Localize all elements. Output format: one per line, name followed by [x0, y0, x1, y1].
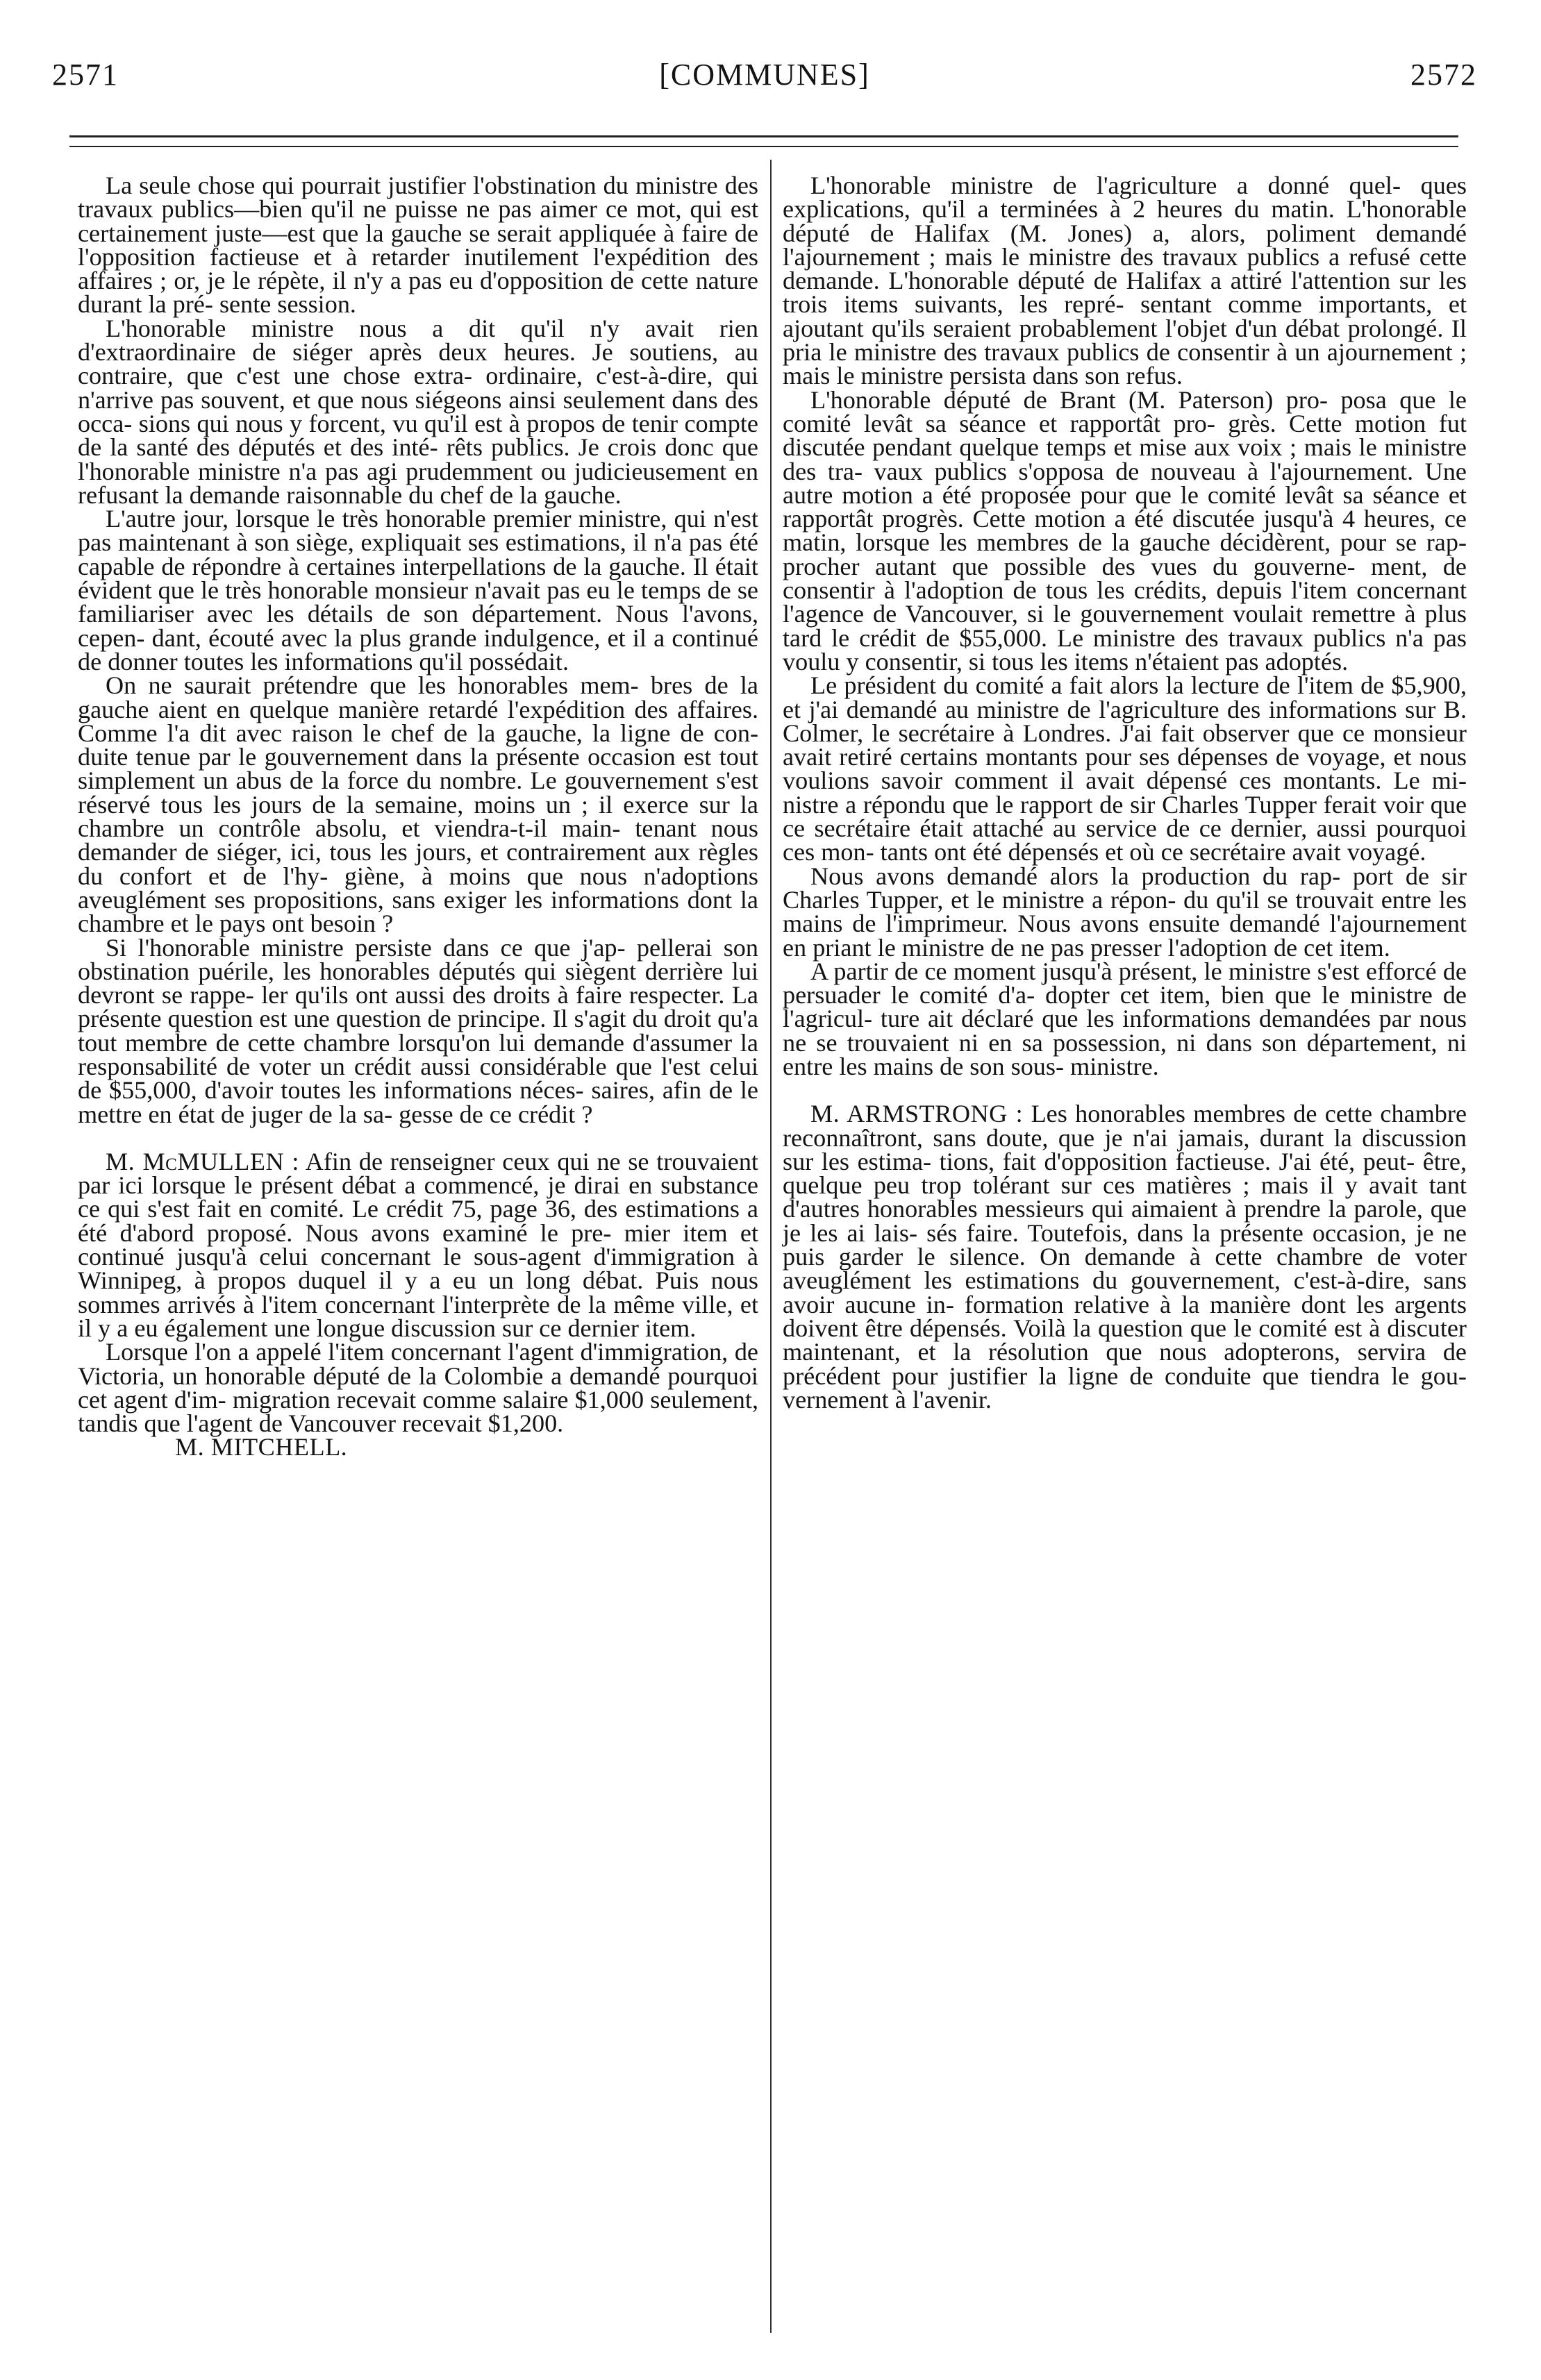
header-rule-bottom: [69, 146, 1458, 147]
left-column: [78, 171, 758, 1461]
body-paragraph: Lorsque l'on a appelé l'item concernant l'agent d'immigration, de Victoria, un honorable député de la Colombie a demandé pourquoi cet agent d'im- migration recevait comme salaire $1,000 seulement, tandis que l'agent de Vancouver recevait $1,200.: [78, 1338, 758, 1438]
right-column: [783, 171, 1467, 1414]
body-paragraph: On ne saurait prétendre que les honorables mem- bres de la gauche aient en quelque manière retardé l'expédition des affaires. Comme l'a dit avec raison le chef de la gauche, la ligne de con- duite tenue par le gouvernement dans la présente occasion est tout simplement un abus de la force du nombre. Le gouvernement s'est réservé tous les jours de la semaine, moins un ; il exerce sur la chambre un contrôle absolu, et viendra-t-il main- tenant nous demander de siéger, ici, tous les jours, et contrairement aux règles du confort et de l'hy- giène, à moins que nous n'adoptions aveuglément ses propositions, sans exiger les informations dont la chambre et le pays ont besoin ?: [78, 671, 758, 938]
body-paragraph: L'honorable ministre nous a dit qu'il n'y avait rien d'extraordinaire de siéger après deux heures. Je soutiens, au contraire, que c'est une chose extra- ordinaire, c'est-à-dire, qui n'arrive pas souvent, et que nous siégeons ainsi seulement dans des occa- sions qui nous y forcent, vu qu'il est à propos de tenir compte de la santé des députés et des inté- rêts publics. Je crois donc que l'honorable ministre n'a pas agi prudemment ou judicieusement en refusant la demande raisonnable du chef de la gauche.: [78, 314, 758, 509]
body-paragraph: Si l'honorable ministre persiste dans ce que j'ap- pellerai son obstination puérile, les honorables députés qui siègent derrière lui devront se rappe- ler qu'ils ont aussi des droits à faire respecter. La présente question est une question de principe. Il s'agit du droit qu'a tout membre de cette chambre lorsqu'on lui demande d'assumer la responsabilité de voter un crédit aussi considérable que l'est celui de $55,000, d'avoir toutes les informations néces- saires, afin de le mettre en état de juger de la sa- gesse de ce crédit ?: [78, 933, 758, 1128]
speaker-name: M. ARMSTRONG :: [810, 1100, 1024, 1128]
column-divider: [770, 160, 772, 2333]
speaker-signature: M. MITCHELL.: [175, 1433, 348, 1461]
page-header: [52, 57, 1477, 112]
speech-text: Les honorables membres de cette chambre reconnaîtront, sans doute, que je n'ai jamais, durant la discussion sur les estima- tions, fait d'opposition factieuse. J'ai été, peut- être, quelque peu trop tolérant sur ces matières ; mais il y avait tant d'autres honorables messieurs qui aimaient à prendre la parole, que je les ai lais- sés faire. Toutefois, dans la présente occasion, je ne puis garder le silence. On demande à cette chambre de voter aveuglément les estimations du gouvernement, c'est-à-dire, sans avoir aucune in- formation relative à la manière dont les argents doivent être dépensés. Voilà la question que le comité est à discuter maintenant, et la résolution que nous adopterons, servira de précédent pour justifier la ligne de conduite que tiendra le gou- vernement à l'avenir.: [783, 1100, 1467, 1414]
speech-paragraph: [783, 1100, 1467, 1414]
speaker-name: M. McMULLEN :: [106, 1147, 299, 1175]
body-paragraph: Nous avons demandé alors la production du rap- port de sir Charles Tupper, et le ministre a répon- du qu'il se trouvait entre les mains de l'imprimeur. Nous avons ensuite demandé l'ajournement en priant le ministre de ne pas presser l'adoption de cet item.: [783, 862, 1467, 962]
body-paragraph: La seule chose qui pourrait justifier l'obstination du ministre des travaux publics—bien qu'il ne puisse ne pas aimer ce mot, qui est certainement juste—est que la gauche se serait appliquée à faire de l'opposition factieuse et à retarder inutilement l'expédition des affaires ; or, je le répète, il n'y a pas eu d'opposition de cette nature durant la pré- sente session.: [78, 171, 758, 319]
body-paragraph: L'honorable député de Brant (M. Paterson) pro- posa que le comité levât sa séance et rapportât pro- grès. Cette motion fut discutée pendant quelque temps et mise aux voix ; mais le ministre des tra- vaux publics s'opposa de nouveau à l'ajournement. Une autre motion a été proposée pour que le comité levât sa séance et rapportât progrès. Cette motion a été discutée jusqu'à 4 heures, ce matin, lorsque les membres de la gauche décidèrent, pour se rap- procher autant que possible des vues du gouverne- ment, de consentir à l'adoption de tous les crédits, depuis l'item concernant l'agence de Vancouver, si le gouvernement voulait remettre à plus tard le crédit de $55,000. Le ministre des travaux publics n'a pas voulu y consentir, si tous les items n'étaient pas adoptés.: [783, 385, 1467, 676]
body-paragraph: L'honorable ministre de l'agriculture a donné quel- ques explications, qu'il a terminées à 2 heures du matin. L'honorable député de Halifax (M. Jones) a, alors, poliment demandé l'ajournement ; mais le ministre des travaux publics a refusé cette demande. L'honorable député de Halifax a attiré l'attention sur les trois items suivants, les repré- sentant comme importants, et ajoutant qu'ils seraient probablement l'objet d'un débat prolongé. Il pria le ministre des travaux publics de consentir à un ajournement ; mais le ministre persista dans son refus.: [783, 171, 1467, 390]
speech-text: Afin de renseigner ceux qui ne se trouvaient par ici lorsque le présent débat a commencé, je dirai en substance ce qui s'est fait en comité. Le crédit 75, page 36, des estimations a été d'abord proposé. Nous avons examiné le pre- mier item et continué jusqu'à celui concernant le sous-agent d'immigration à Winnipeg, à propos duquel il y a eu un long débat. Puis nous sommes arrivés à l'item concernant l'interprète de la même ville, et il y a eu également une longue discussion sur ce dernier item.: [78, 1147, 758, 1342]
page-number-left: 2571: [52, 58, 119, 92]
body-paragraph: L'autre jour, lorsque le très honorable premier ministre, qui n'est pas maintenant à son siège, expliquait ses estimations, il n'a pas été capable de répondre à certaines interpellations de la gauche. Il était évident que le très honorable monsieur n'avait pas eu le temps de se familiariser avec les détails de son département. Nous l'avons, cepen- dant, écouté avec la plus grande indulgence, et il a continué de donner toutes les informations qu'il possédait.: [78, 505, 758, 676]
speech-paragraph: [78, 1147, 758, 1342]
header-rule-top: [69, 135, 1458, 137]
running-title: [COMMUNES]: [659, 58, 870, 92]
body-paragraph: Le président du comité a fait alors la lecture de l'item de $5,900, et j'ai demandé au ministre de l'agriculture des informations sur B. Colmer, le secrétaire à Londres. J'ai fait observer que ce monsieur avait retiré certains montants pour ses dépenses de voyage, et nous voulions savoir comment il avait dépensé ces montants. Le mi- nistre a répondu que le rapport de sir Charles Tupper ferait voir que ce secrétaire était attaché au service de ce dernier, aussi pourquoi ces mon- tants ont été dépensés et où ce secrétaire avait voyagé.: [783, 671, 1467, 866]
page-number-right: 2572: [1410, 58, 1477, 92]
body-paragraph: A partir de ce moment jusqu'à présent, le ministre s'est efforcé de persuader le comité d'a- dopter cet item, bien que le ministre de l'agricul- ture ait déclaré que les informations demandées par nous ne se trouvaient ni en sa possession, ni dans son département, ni entre les mains de son sous- ministre.: [783, 957, 1467, 1080]
